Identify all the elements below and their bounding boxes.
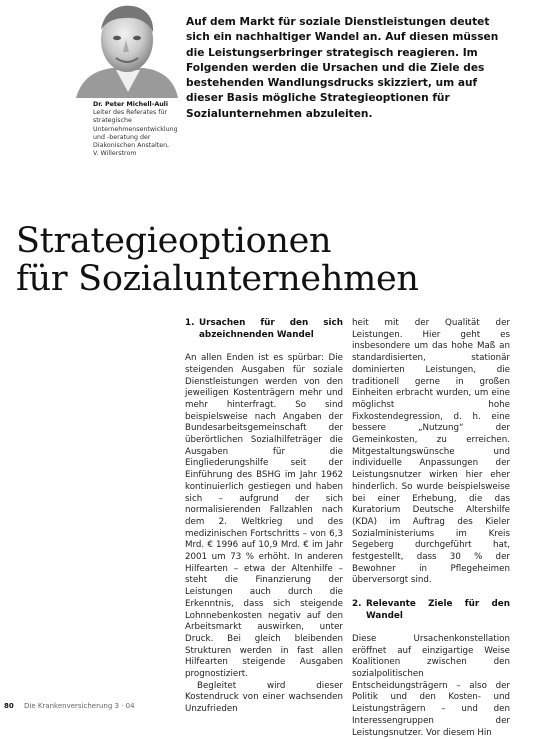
journal-name: Die Krankenversicherung 3 · 04	[23, 702, 135, 710]
author-portrait-graphic	[76, 0, 178, 98]
page-footer	[4, 702, 135, 710]
author-caption	[93, 101, 178, 158]
author-role: Leiter des Referates für strategische Unternehmensentwicklung und -beratung der Diakonischen Anstalten, V. Willerstrom	[93, 109, 178, 158]
author-photo	[76, 0, 178, 98]
text-column-1	[185, 318, 343, 716]
body-paragraph: An allen Enden ist es spürbar: Die steigenden Ausgaben für soziale Dienstleistungen werden von den jeweiligen Kostenträgern mehr und mehr hinterfragt. So sind beispielsweise nach Angaben der Bundesarbeitsgemeinschaft der überörtlichen Sozialhilfeträger die Ausgaben für die Eingliederungshilfe seit der Einführung des BSHG im Jahr 1962 kontinuierlich gestiegen und haben sich – aufgrund der sich normalisierenden Fallzahlen nach dem 2. Weltkrieg und des medizinischen Fortschritts – von 6,3 Mrd. € 1996 auf 10,9 Mrd. € im Jahr 2001 um 73 % erhöht. In anderen Hilfearten – etwa der Altenhilfe – steht die Finanzierung der Leistungen auch durch die Erkenntnis, dass sich steigende Lohnnebenkosten negativ auf den Arbeitsmarkt auswirken, unter Druck. Bei gleich bleibenden Strukturen werden in fast allen Hilfearten steigende Ausgaben prognostiziert.	[185, 353, 343, 680]
article-title-line-1: Strategieoptionen	[16, 221, 332, 261]
body-paragraph: heit mit der Qualität der Leistungen. Hier geht es insbesondere um das hohe Maß an standardisierten, stationär dominierten Leistungen, die traditionell gerne in großen Einheiten erbracht wurden, um eine möglichst hohe Fixkostendegression, d. h. eine bessere „Nutzung“ der Gemeinkosten, zu erreichen. Mitgestaltungswünsche und individuelle Anpassungen der Leistungsnutzer wirken hier eher hinderlich. So wurde beispielsweise bei einer Erhebung, die das Kuratorium Deutsche Altershilfe (KDA) im Auftrag des Kieler Sozialministeriums im Kreis Segeberg durchgeführt hat, festgestellt, dass 30 % der Bewohner in Pflegeheimen überversorgt sind.	[352, 318, 510, 586]
article-title-line-2: für Sozialunternehmen	[16, 259, 419, 299]
lead-paragraph: Auf dem Markt für soziale Dienstleistungen deutet sich ein nachhaltiger Wandel an. Auf diesen müssen die Leistungserbringer strategisch reagieren. Im Folgenden werden die Ursachen und die Ziele des bestehenden Wandlungsdrucks skizziert, um auf dieser Basis mögliche Strategieoptionen für Sozialunternehmen abzuleiten.	[186, 16, 499, 120]
body-paragraph: Diese Ursachenkonstellation eröffnet auf einzigartige Weise Koalitionen zwischen den sozialpolitischen Entscheidungsträgern – also der Politik und den Kosten- und Leistungsträgern – und den Interessengruppen der Leistungsnutzer. Vor diesem Hin	[352, 633, 510, 738]
spacer	[185, 341, 343, 353]
spacer	[352, 622, 510, 634]
body-paragraph: Begleitet wird dieser Kostendruck von einer wachsenden Unzufrieden	[185, 680, 343, 715]
article-title	[16, 222, 526, 298]
author-name: Dr. Peter Michell-Auli	[93, 101, 168, 108]
section-2-heading	[352, 599, 510, 622]
section-1-heading	[185, 318, 343, 341]
section-2-number: 2.	[352, 598, 362, 609]
section-1-number: 1.	[185, 318, 195, 328]
text-column-2	[352, 318, 510, 739]
section-1-title: Ursachen für den sich abzeichnenden Wandel	[199, 318, 343, 340]
section-2-title: Relevante Ziele für den Wandel	[366, 598, 510, 621]
page-number: 80	[4, 702, 14, 710]
spacer	[352, 587, 510, 599]
